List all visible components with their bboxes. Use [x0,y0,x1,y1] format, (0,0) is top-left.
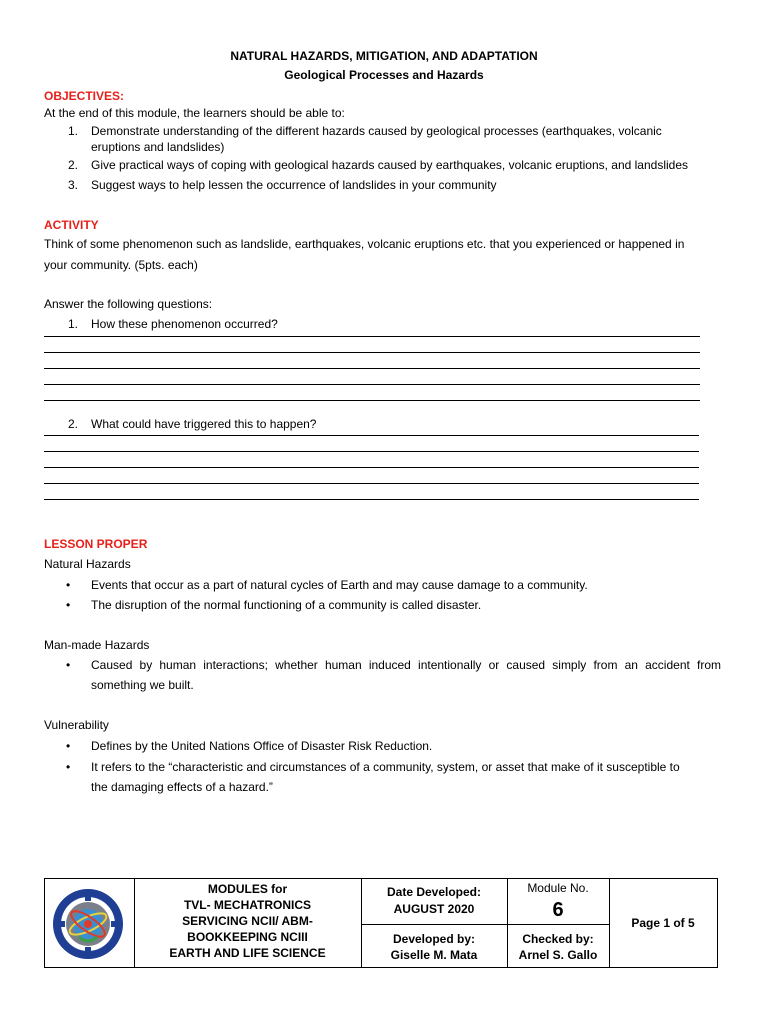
date-developed-value: AUGUST 2020 [393,902,475,916]
question-number: 2. [68,417,79,431]
answer-line[interactable] [44,352,700,353]
answer-intro: Answer the following questions: [44,297,213,311]
modules-line: EARTH AND LIFE SCIENCE [169,946,326,960]
document-title: NATURAL HAZARDS, MITIGATION, AND ADAPTATION [230,49,538,63]
objective-number: 1. [68,124,79,138]
manmade-hazards-bullet-1-continued: something we built. [91,678,194,692]
objective-item: Demonstrate understanding of the different hazards caused by geological processes (earthquakes, volcanic [91,124,662,138]
module-number-value: 6 [552,899,564,921]
document-subtitle: Geological Processes and Hazards [284,68,484,82]
natural-hazards-bullet-1: Events that occur as a part of natural cycles of Earth and may cause damage to a community. [91,578,588,592]
objectives-intro: At the end of this module, the learners should be able to: [44,106,345,120]
objective-item: Suggest ways to help lessen the occurrence of landslides in your community [91,178,497,192]
answer-line[interactable] [44,499,699,500]
answer-line[interactable] [44,435,699,436]
bullet-icon: • [66,598,71,612]
objective-number: 3. [68,178,79,192]
bullet-icon: • [66,578,71,592]
activity-instructions: Think of some phenomenon such as landslide, earthquakes, volcanic eruptions etc. that you experienced or happened in [44,237,685,251]
vulnerability-bullet-2: It refers to the “characteristic and circumstances of a community, system, or asset that make of it susceptible to [91,760,680,774]
answer-line[interactable] [44,400,700,401]
divider [361,924,609,925]
manmade-hazards-bullet-1: Caused by human interactions; whether human induced intentionally or caused simply from an accident from [91,658,721,672]
vulnerability-title: Vulnerability [44,718,109,732]
manmade-hazards-title: Man-made Hazards [44,638,150,652]
answer-line[interactable] [44,368,700,369]
natural-hazards-title: Natural Hazards [44,557,131,571]
answer-line[interactable] [44,483,699,484]
modules-info [134,881,361,961]
activity-heading: ACTIVITY [44,218,99,232]
modules-line: MODULES for [207,882,288,896]
bullet-icon: • [66,760,71,774]
objectives-heading: OBJECTIVES: [44,89,125,103]
modules-line: BOOKKEEPING NCIII [187,930,308,944]
module-number-label: Module No. [527,881,589,895]
objective-number: 2. [68,158,79,172]
question-number: 1. [68,317,79,331]
modules-line: SERVICING NCII/ ABM- [182,914,313,928]
modules-line: TVL- MECHATRONICS [183,898,312,912]
question-2: What could have triggered this to happen? [91,417,317,431]
page-number: Page 1 of 5 [631,916,695,930]
footer-table [44,878,718,968]
objective-item-continued: eruptions and landslides) [91,140,225,154]
answer-line[interactable] [44,336,700,337]
question-1: How these phenomenon occurred? [91,317,278,331]
checked-by-value: Arnel S. Gallo [518,948,598,962]
bullet-icon: • [66,739,71,753]
developed-by-value: Giselle M. Mata [390,948,478,962]
date-developed-label: Date Developed: [386,885,482,899]
developed-by-label: Developed by: [392,932,476,946]
bullet-icon: • [66,658,71,672]
objective-item: Give practical ways of coping with geological hazards caused by earthquakes, volcanic eruptions, and landslides [91,158,689,172]
school-logo-icon [51,887,125,961]
activity-instructions-continued: your community. (5pts. each) [44,258,198,272]
answer-line[interactable] [44,384,700,385]
answer-line[interactable] [44,467,699,468]
checked-by-label: Checked by: [522,932,594,946]
lesson-heading: LESSON PROPER [44,537,148,551]
vulnerability-bullet-2-continued: the damaging effects of a hazard.” [91,780,273,794]
vulnerability-bullet-1: Defines by the United Nations Office of Disaster Risk Reduction. [91,739,433,753]
natural-hazards-bullet-2: The disruption of the normal functioning of a community is called disaster. [91,598,482,612]
answer-line[interactable] [44,451,699,452]
